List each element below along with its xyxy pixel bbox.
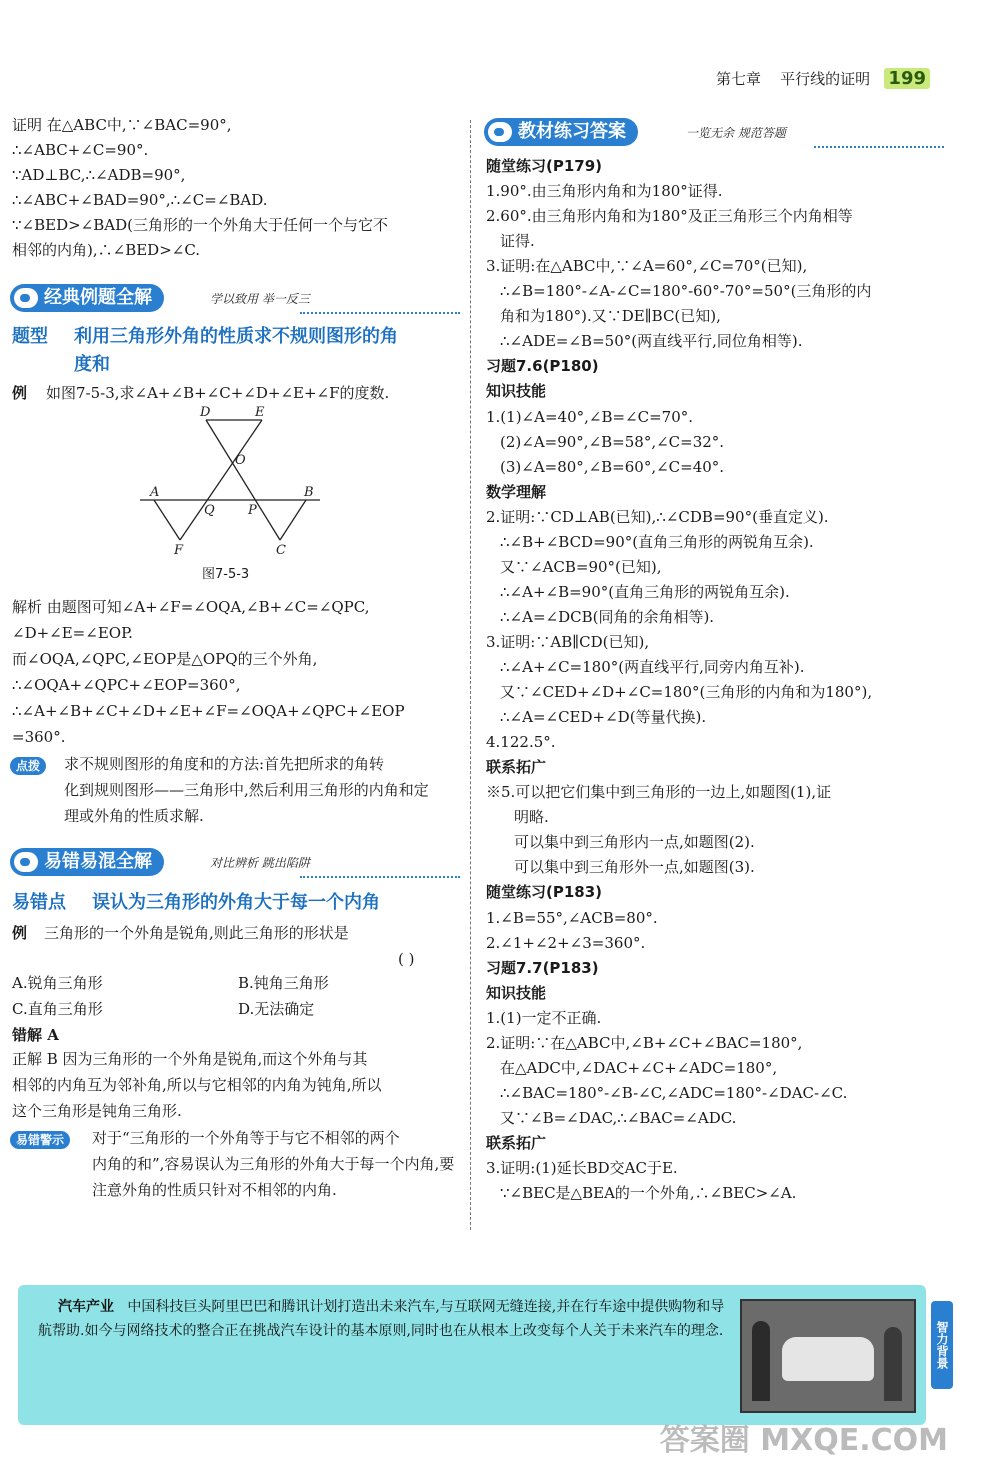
answer-line: 1.∠B=55°,∠ACB=80°. [486, 908, 658, 927]
answer-line: 证得. [500, 232, 535, 251]
label-E: E [255, 405, 265, 420]
answer-line: ∴∠B=180°-∠A-∠C=180°-60°-70°=50°(三角形的内 [500, 282, 872, 301]
footer-paragraph [38, 1295, 738, 1343]
banner-rule [814, 144, 944, 148]
page-header [716, 68, 930, 89]
text-line: ∠D+∠E=∠EOP. [12, 624, 133, 642]
footer-text: 中国科技巨头阿里巴巴和腾讯计划打造出未来汽车,与互联网无缝连接,并在行车途中提供购物和导航帮助.如今与网络技术的整合正在挑战汽车设计的基本原则,同时也在从根本上改变每个人关于未来汽车的理念. [38, 1299, 725, 1339]
line-DC [206, 420, 280, 540]
label-P: P [248, 503, 257, 518]
text-line: 这个三角形是钝角三角形. [12, 1102, 182, 1120]
option-c: C.直角三角形 [12, 1000, 103, 1018]
error-title: 误认为三角形的外角大于每一个内角 [92, 892, 380, 913]
answer-line: 2.∠1+∠2+∠3=360°. [486, 933, 646, 952]
side-tab: 智力背景 [931, 1301, 953, 1389]
text-line: ∴∠ABC+∠BAD=90°,∴∠C=∠BAD. [12, 191, 268, 209]
text-line: 正解 B 因为三角形的一个外角是锐角,而这个外角与其 [12, 1050, 368, 1068]
answer-line: 2.60°.由三角形内角和为180°及正三角形三个内角相等 [486, 207, 853, 226]
text-line: 求不规则图形的角度和的方法:首先把所求的角转 [64, 755, 385, 773]
text-line: 相邻的内角互为邻补角,所以与它相邻的内角为钝角,所以 [12, 1076, 382, 1094]
answer-line: 2.证明:∵在△ABC中,∠B+∠C+∠BAC=180°, [486, 1033, 803, 1052]
topic-label: 题型 [12, 326, 48, 347]
text-line: 解析 由题图可知∠A+∠F=∠OQA,∠B+∠C=∠QPC, [12, 598, 370, 616]
answer-line: 又∵∠CED+∠D+∠C=180°(三角形的内角和为180°), [500, 683, 873, 702]
text-line: 内角的和”,容易误认为三角形的外角大于每一个内角,要 [92, 1155, 455, 1173]
column-divider [470, 120, 471, 1230]
answer-line: ∴∠A+∠C=180°(两直线平行,同旁内角互补). [500, 658, 805, 676]
banner-classic-examples [10, 284, 460, 314]
label-A: A [150, 485, 160, 500]
answer-line: ∴∠BAC=180°-∠B-∠C,∠ADC=180°-∠DAC-∠C. [500, 1083, 848, 1102]
answer-line: ∴∠ADE=∠B=50°(两直线平行,同位角相等). [500, 332, 803, 351]
text-line: 注意外角的性质只针对不相邻的内角. [92, 1181, 337, 1199]
line-AF [154, 500, 180, 540]
option-d: D.无法确定 [238, 1000, 315, 1018]
banner-rule [300, 310, 460, 314]
section-heading: 联系拓广 [486, 758, 547, 777]
answer-line: 明略. [514, 808, 549, 827]
answer-line: 4.122.5°. [486, 733, 556, 752]
answer-line: 在△ADC中,∠DAC+∠C+∠ADC=180°, [500, 1058, 778, 1077]
text-line: 理或外角的性质求解. [64, 807, 204, 825]
answer-line: ∴∠B+∠BCD=90°(直角三角形的两锐角互余). [500, 532, 814, 551]
section-heading: 知识技能 [486, 983, 547, 1002]
banner-title: 教材练习答案 [484, 118, 638, 146]
text-line: =360°. [12, 728, 66, 746]
answer-line: 可以集中到三角形外一点,如题图(3). [514, 858, 755, 877]
answer-line: 3.证明:∵AB∥CD(已知), [486, 632, 650, 651]
figure-caption: 图7-5-3 [202, 567, 250, 582]
answer-line: ∴∠A+∠B=90°(直角三角形的两锐角互余). [500, 582, 790, 601]
answer-line: ∵∠BEC是△BEA的一个外角,∴∠BEC>∠A. [500, 1184, 797, 1203]
banner-tag: 一览无余 规范答题 [686, 126, 786, 140]
section-heading: 数学理解 [486, 482, 547, 501]
text-line: ∴∠ABC+∠C=90°. [12, 141, 149, 159]
option-b: B.钝角三角形 [238, 974, 329, 992]
label-O: O [235, 453, 246, 468]
answer-line: 3.证明:在△ABC中,∵∠A=60°,∠C=70°(已知), [486, 257, 808, 276]
answer-line: 又∵∠ACB=90°(已知), [500, 557, 662, 576]
section-heading: 随堂练习(P179) [486, 157, 603, 175]
answer-line: 可以集中到三角形内一点,如题图(2). [514, 833, 755, 852]
example2-label: 例 [12, 924, 28, 942]
cloud-icon [14, 852, 38, 872]
answer-line: 1.(1)一定不正确. [486, 1008, 602, 1027]
label-F: F [174, 543, 184, 558]
answer-line: 1.90°.由三角形内角和为180°证得. [486, 182, 723, 201]
answer-line: ※5.可以把它们集中到三角形的一边上,如题图(1),证 [486, 783, 832, 802]
watermark: 答案圈 MXQE.COM [659, 1423, 948, 1458]
text-line: 化到规则图形——三角形中,然后利用三角形的内角和定 [64, 781, 429, 799]
banner-tag: 对比辨析 跳出陷阱 [210, 856, 310, 870]
topic-line2: 度和 [74, 354, 110, 375]
section-heading: 习题7.6(P180) [486, 357, 599, 376]
footer-title: 汽车产业 [58, 1299, 114, 1315]
text-line: 而∠OQA,∠QPC,∠EOP是△OPQ的三个外角, [12, 650, 318, 668]
answer-line: ∴∠A=∠DCB(同角的余角相等). [500, 607, 715, 626]
cloud-icon [14, 288, 38, 308]
page-number: 199 [884, 68, 930, 89]
section-heading: 联系拓广 [486, 1133, 547, 1152]
text-line: ∵∠BED>∠BAD(三角形的一个外角大于任何一个与它不 [12, 216, 388, 234]
warning-label: 易错警示 [10, 1131, 70, 1149]
banner-error-prone [10, 848, 460, 878]
car-photo [740, 1299, 916, 1413]
text-line: ∴∠A+∠B+∠C+∠D+∠E+∠F=∠OQA+∠QPC+∠EOP [12, 702, 405, 720]
wrong-answer: 错解 A [12, 1026, 59, 1044]
section-heading: 随堂练习(P183) [486, 883, 603, 902]
label-B: B [304, 485, 314, 500]
text-line: 对于“三角形的一个外角等于与它不相邻的两个 [92, 1129, 400, 1147]
section-heading: 习题7.7(P183) [486, 958, 599, 977]
answer-line: (2)∠A=90°,∠B=58°,∠C=32°. [500, 432, 725, 451]
answer-line: 又∵∠B=∠DAC,∴∠BAC=∠ADC. [500, 1108, 737, 1127]
banner-title: 易错易混全解 [10, 848, 164, 876]
answer-line: 3.证明:(1)延长BD交AC于E. [486, 1159, 678, 1177]
line-EF [180, 420, 262, 540]
chapter-label: 第七章 [716, 70, 762, 88]
answer-line: (3)∠A=80°,∠B=60°,∠C=40°. [500, 457, 725, 476]
banner-textbook-answers [484, 118, 944, 148]
tip-label: 点拨 [10, 757, 46, 775]
footer-knowledge-box [18, 1285, 949, 1425]
banner-tag: 学以致用 举一反三 [210, 292, 310, 306]
section-title: 平行线的证明 [780, 70, 871, 88]
text-line: 证明 在△ABC中,∵∠BAC=90°, [12, 116, 232, 134]
answer-line: 1.(1)∠A=40°,∠B=∠C=70°. [486, 407, 694, 426]
error-label: 易错点 [12, 892, 66, 913]
answer-line: 2.证明:∵CD⊥AB(已知),∴∠CDB=90°(垂直定义). [486, 507, 829, 526]
answer-line: 角和为180°).又∵DE∥BC(已知), [500, 307, 721, 326]
cloud-icon [488, 122, 512, 142]
label-Q: Q [204, 503, 215, 518]
example2-text: 三角形的一个外角是锐角,则此三角形的形状是 [44, 924, 349, 942]
topic-line1: 利用三角形外角的性质求不规则图形的角 [74, 326, 398, 347]
text-line: ∴∠OQA+∠QPC+∠EOP=360°, [12, 676, 241, 694]
example-text: 如图7-5-3,求∠A+∠B+∠C+∠D+∠E+∠F的度数. [46, 384, 390, 402]
banner-rule [300, 874, 460, 878]
label-D: D [200, 405, 211, 420]
answer-line: ∴∠A=∠CED+∠D(等量代换). [500, 708, 707, 727]
section-heading: 知识技能 [486, 382, 547, 401]
example-label: 例 [12, 384, 28, 402]
line-BC [280, 500, 306, 540]
text-line: 相邻的内角),∴∠BED>∠C. [12, 241, 201, 259]
figure-7-5-3 [140, 402, 330, 562]
option-a: A.锐角三角形 [12, 974, 103, 992]
banner-title: 经典例题全解 [10, 284, 164, 312]
label-C: C [276, 543, 286, 558]
text-line: ∵AD⊥BC,∴∠ADB=90°, [12, 166, 186, 184]
answer-bracket: ( ) [398, 950, 415, 968]
